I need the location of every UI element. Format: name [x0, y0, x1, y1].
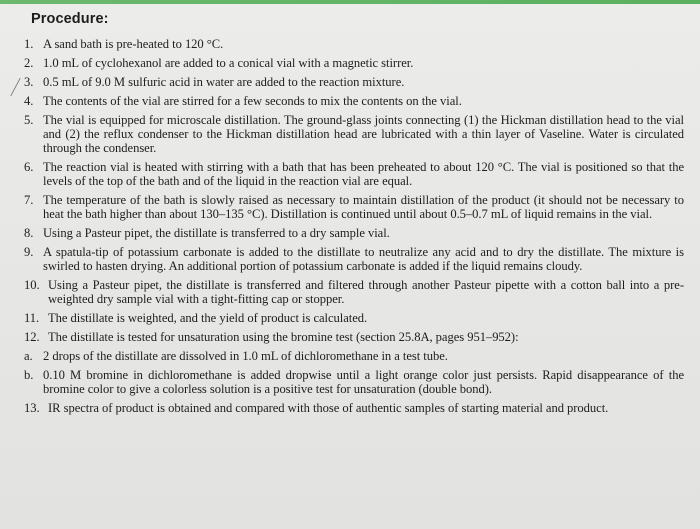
list-item — [24, 278, 684, 306]
item-text: 0.5 mL of 9.0 M sulfuric acid in water are added to the reaction mixture. — [43, 75, 405, 89]
item-text: The reaction vial is heated with stirring with a bath that has been preheated to about 120 °C. The vial is positioned so that the levels of the top of the bath and of the liquid in the reaction vial are equal. — [43, 160, 684, 188]
item-number: 7. — [24, 193, 34, 207]
item-number: 12. — [24, 330, 40, 344]
item-number: 9. — [24, 245, 34, 259]
item-number: 2. — [24, 56, 34, 70]
item-letter: a. — [24, 349, 33, 363]
list-item — [24, 75, 684, 89]
list-item — [24, 226, 684, 240]
item-number: 6. — [24, 160, 34, 174]
page-title: Procedure: — [31, 11, 109, 27]
list-item — [24, 160, 684, 188]
item-number: 3. — [24, 75, 34, 89]
item-text: The contents of the vial are stirred for a few seconds to mix the contents on the vial. — [43, 94, 462, 108]
item-text: Using a Pasteur pipet, the distillate is transferred and filtered through another Pasteur pipette with a cotton ball into a pre-weighted dry sample vial with a tight-fitting cap or stopper. — [48, 278, 684, 306]
item-text: The distillate is tested for unsaturation using the bromine test (section 25.8A, pages 951–952): — [48, 330, 519, 344]
item-number: 5. — [24, 113, 34, 127]
list-item — [24, 56, 684, 70]
item-text: A spatula-tip of potassium carbonate is added to the distillate to neutralize any acid and to dry the distillate. The mixture is swirled to hasten drying. An additional portion of potassium carbonate is added if the liquid remains cloudy. — [43, 245, 684, 273]
item-text: Using a Pasteur pipet, the distillate is transferred to a dry sample vial. — [43, 226, 390, 240]
list-item — [24, 349, 684, 363]
item-text: The temperature of the bath is slowly raised as necessary to maintain distillation of the product (it should not be necessary to heat the bath higher than about 130–135 °C). Distillation is continued until about 0.5–0.7 mL of liquid remains in the vial. — [43, 193, 684, 221]
item-text: The vial is equipped for microscale distillation. The ground-glass joints connecting (1) the Hickman distillation head to the vial and (2) the reflux condenser to the Hickman distillation head are lubricated with a thin layer of Vaseline. Water is circulated through the condenser. — [43, 113, 684, 155]
item-text: 2 drops of the distillate are dissolved in 1.0 mL of dichloromethane in a test tube. — [43, 349, 448, 363]
item-text: 0.10 M bromine in dichloromethane is added dropwise until a light orange color just persists. Rapid disappearance of the bromine color to give a colorless solution is a positive test for unsaturation (double bond). — [43, 368, 684, 396]
list-item — [24, 311, 684, 325]
item-text: A sand bath is pre-heated to 120 °C. — [43, 37, 224, 51]
item-text: 1.0 mL of cyclohexanol are added to a conical vial with a magnetic stirrer. — [43, 56, 414, 70]
item-number: 8. — [24, 226, 34, 240]
list-item — [24, 37, 684, 51]
list-item — [24, 113, 684, 155]
list-item — [24, 401, 684, 415]
item-number: 10. — [24, 278, 40, 292]
procedure-list — [24, 37, 684, 420]
item-text: The distillate is weighted, and the yield of product is calculated. — [48, 311, 368, 325]
item-letter: b. — [24, 368, 34, 382]
item-text: IR spectra of product is obtained and compared with those of authentic samples of starting material and product. — [48, 401, 609, 415]
list-item — [24, 368, 684, 396]
list-item — [24, 193, 684, 221]
list-item — [24, 245, 684, 273]
list-item — [24, 330, 684, 344]
list-item — [24, 94, 684, 108]
item-number: 13. — [24, 401, 40, 415]
item-number: 1. — [24, 37, 34, 51]
item-number: 11. — [24, 311, 40, 325]
item-number: 4. — [24, 94, 34, 108]
